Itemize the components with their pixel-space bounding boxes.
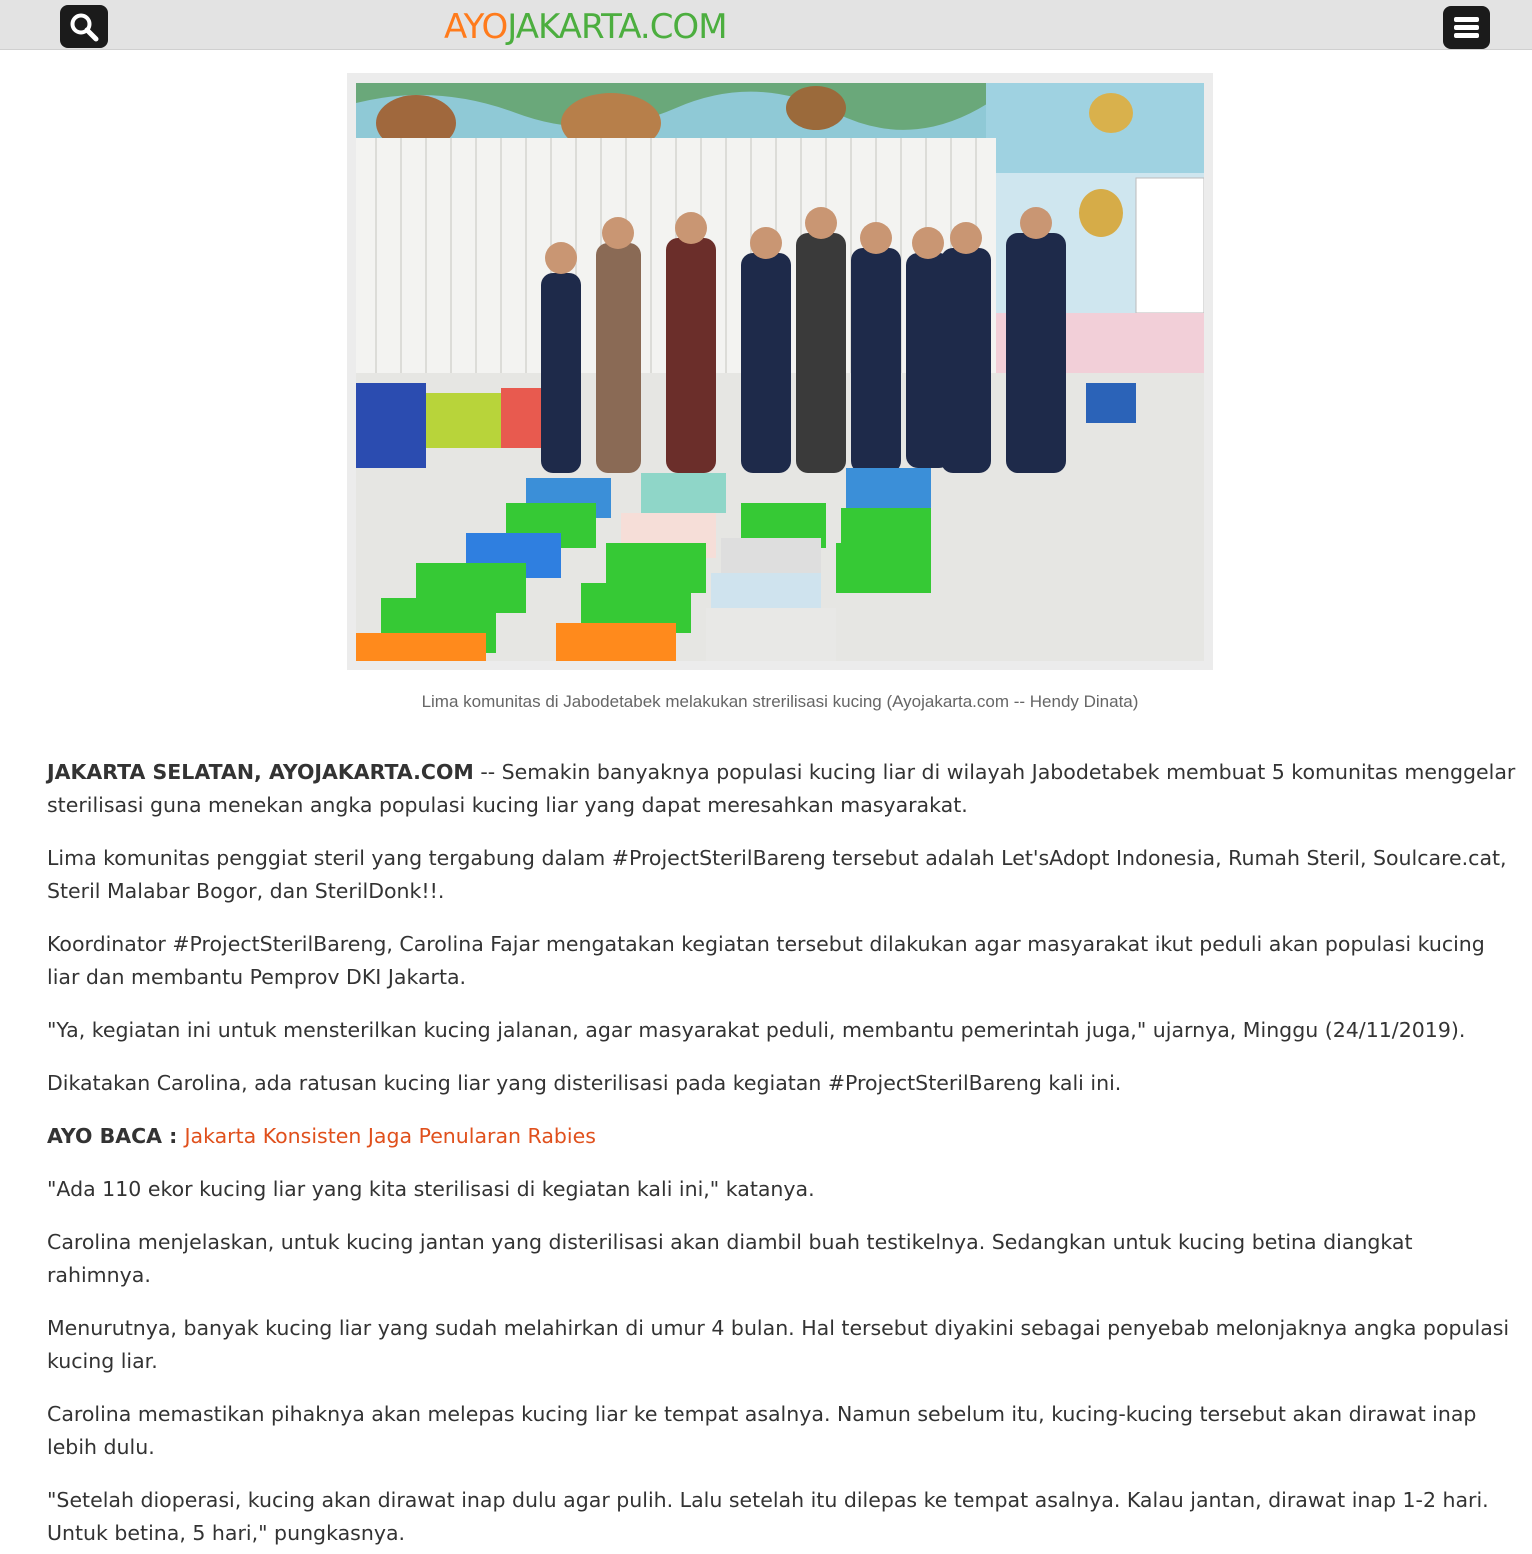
read-also-label: AYO BACA : — [47, 1124, 185, 1148]
paragraph-2: Lima komunitas penggiat steril yang tergabung dalam #ProjectSterilBareng tersebut adalah Let'sAdopt Indonesia, Rumah Steril, Soulcare.cat, Steril Malabar Bogor, dan SterilDonk!!. — [47, 846, 1507, 903]
menu-button[interactable] — [1443, 6, 1490, 49]
logo-jakarta-text: JAKARTA.COM — [507, 7, 727, 47]
paragraph-8: Menurutnya, banyak kucing liar yang sudah melahirkan di umur 4 bulan. Hal tersebut diyakini sebagai penyebab melonjaknya angka populasi kucing liar. — [47, 1316, 1510, 1373]
paragraph-3: Koordinator #ProjectSterilBareng, Carolina Fajar mengatakan kegiatan tersebut dilakukan agar masyarakat ikut peduli akan populasi kucing liar dan membantu Pemprov DKI Jakarta. — [47, 932, 1485, 989]
article-body — [47, 756, 1517, 1554]
read-also-link[interactable]: Jakarta Konsisten Jaga Penularan Rabies — [184, 1124, 596, 1148]
top-navigation-bar — [0, 0, 1532, 50]
read-also — [47, 1120, 1517, 1153]
article-photo — [356, 83, 1204, 661]
paragraph-9: Carolina memastikan pihaknya akan melepas kucing liar ke tempat asalnya. Namun sebelum itu, kucing-kucing tersebut akan dirawat inap lebih dulu. — [47, 1402, 1477, 1459]
paragraph-1 — [47, 756, 1517, 822]
search-icon — [69, 12, 99, 42]
paragraph-5: Dikatakan Carolina, ada ratusan kucing liar yang disterilisasi pada kegiatan #ProjectSterilBareng kali ini. — [47, 1071, 1122, 1095]
article-photo-frame — [347, 73, 1213, 670]
paragraph-6: "Ada 110 ekor kucing liar yang kita sterilisasi di kegiatan kali ini," katanya. — [47, 1177, 815, 1201]
paragraph-10: "Setelah dioperasi, kucing akan dirawat inap dulu agar pulih. Lalu setelah itu dilepas ke tempat asalnya. Kalau jantan, dirawat inap 1-2 hari. Untuk betina, 5 hari," pungkasnya. — [47, 1488, 1489, 1545]
site-logo[interactable] — [444, 8, 727, 46]
dateline: JAKARTA SELATAN, AYOJAKARTA.COM — [47, 760, 474, 784]
search-button[interactable] — [60, 5, 108, 48]
photo-caption: Lima komunitas di Jabodetabek melakukan strerilisasi kucing (Ayojakarta.com -- Hendy Dinata) — [421, 692, 1139, 711]
logo-ayo-text: AYO — [444, 7, 508, 47]
paragraph-1-text: -- Semakin banyaknya populasi kucing liar di wilayah Jabodetabek membuat 5 komunitas menggelar sterilisasi guna menekan angka populasi kucing liar yang dapat meresahkan masyarakat. — [47, 760, 1516, 817]
paragraph-4: "Ya, kegiatan ini untuk mensterilkan kucing jalanan, agar masyarakat peduli, membantu pemerintah juga," ujarnya, Minggu (24/11/2019). — [47, 1018, 1466, 1042]
paragraph-7: Carolina menjelaskan, untuk kucing jantan yang disterilisasi akan diambil buah testikelnya. Sedangkan untuk kucing betina diangkat rahimnya. — [47, 1230, 1413, 1287]
